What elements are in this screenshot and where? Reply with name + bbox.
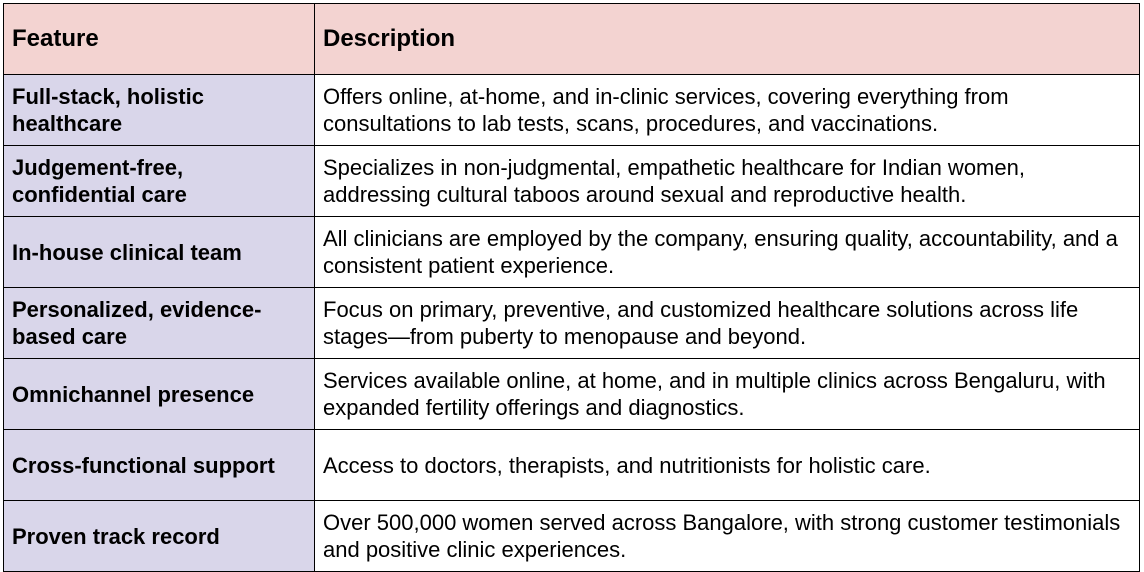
table-header-row [4,4,1140,75]
table-row [4,146,1140,217]
feature-table [3,3,1140,572]
description-cell: Specializes in non-judgmental, empathetic healthcare for Indian women, addressing cultural taboos around sexual and reproductive health. [315,146,1140,217]
table-row [4,217,1140,288]
description-cell: Access to doctors, therapists, and nutritionists for holistic care. [315,430,1140,501]
table-row [4,75,1140,146]
description-cell: Offers online, at-home, and in-clinic services, covering everything from consultations to lab tests, scans, procedures, and vaccinations. [315,75,1140,146]
description-column-header: Description [315,4,1140,75]
feature-cell: Omnichannel presence [4,359,315,430]
feature-cell: Personalized, evidence-based care [4,288,315,359]
description-cell: Focus on primary, preventive, and customized healthcare solutions across life stages—from puberty to menopause and beyond. [315,288,1140,359]
description-cell: Over 500,000 women served across Bangalore, with strong customer testimonials and positive clinic experiences. [315,501,1140,572]
table-row [4,430,1140,501]
feature-cell: In-house clinical team [4,217,315,288]
feature-cell: Full-stack, holistic healthcare [4,75,315,146]
description-cell: All clinicians are employed by the company, ensuring quality, accountability, and a consistent patient experience. [315,217,1140,288]
feature-cell: Cross-functional support [4,430,315,501]
feature-cell: Judgement-free, confidential care [4,146,315,217]
table-row [4,359,1140,430]
feature-cell: Proven track record [4,501,315,572]
feature-column-header: Feature [4,4,315,75]
description-cell: Services available online, at home, and in multiple clinics across Bengaluru, with expanded fertility offerings and diagnostics. [315,359,1140,430]
table-row [4,501,1140,572]
table-row [4,288,1140,359]
